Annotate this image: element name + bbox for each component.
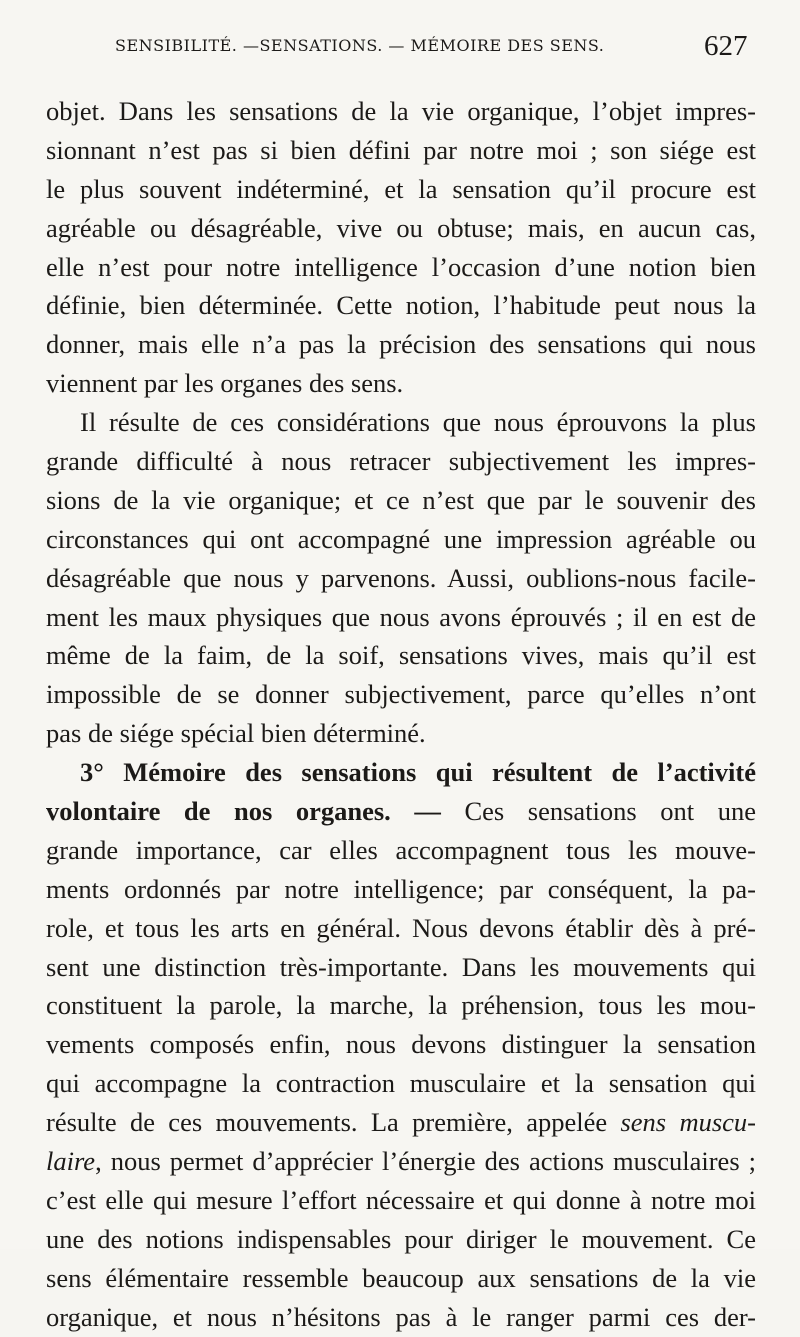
italic-term: laire xyxy=(46,1146,96,1177)
text-line: sions de la vie organique; et ce n’est que par le souvenir des xyxy=(46,484,756,515)
text-line: ment les maux physiques que nous avons éprouvés ; il en est de xyxy=(46,601,756,632)
text-line: constituent la parole, la marche, la préhension, tous les mou- xyxy=(46,990,756,1021)
text-line: ments ordonnés par notre intelligence; par conséquent, la pa- xyxy=(46,873,756,904)
section-heading-continuation: volontaire de nos organes. — xyxy=(46,796,441,827)
text-line: vements composés enfin, nous devons distinguer la sensation xyxy=(46,1029,756,1060)
text-line xyxy=(46,792,756,831)
italic-term: sens muscu- xyxy=(620,1107,756,1138)
page-number: 627 xyxy=(704,30,748,62)
text-line: elle n’est pour notre intelligence l’occasion d’une notion bien xyxy=(46,251,756,282)
text-line: désagréable que nous y parvenons. Aussi, oublions-nous facile- xyxy=(46,562,756,593)
text-line: même de la faim, de la soif, sensations vives, mais qu’il est xyxy=(46,640,756,671)
text-line: le plus souvent indéterminé, et la sensation qu’il procure est xyxy=(46,173,756,204)
text-line: impossible de se donner subjectivement, parce qu’elles n’ont xyxy=(46,679,756,710)
text-line: circonstances qui ont accompagné une impression agréable ou xyxy=(46,523,756,554)
text-line xyxy=(46,1103,756,1142)
text-line: une des notions indispensables pour diriger le mouvement. Ce xyxy=(46,1223,756,1254)
text-line: donner, mais elle n’a pas la précision des sensations qui nous xyxy=(46,329,756,360)
text-line: viennent par les organes des sens. xyxy=(46,368,404,399)
text-line: organique, et nous n’hésitons pas à le ranger parmi ces der- xyxy=(46,1301,756,1332)
text-line: c’est elle qui mesure l’effort nécessaire et qui donne à notre moi xyxy=(46,1184,756,1215)
text-line: définie, bien déterminée. Cette notion, l’habitude peut nous la xyxy=(46,290,756,321)
running-header: SENSIBILITÉ. —SENSATIONS. — MÉMOIRE DES SENS. xyxy=(115,36,605,55)
paragraph-2 xyxy=(46,403,756,753)
text-line xyxy=(46,1142,756,1181)
text-line: role, et tous les arts en général. Nous devons établir dès à pré- xyxy=(46,912,756,943)
text-span: Ces sensations ont une xyxy=(440,796,756,827)
text-line: Il résulte de ces considérations que nous éprouvons la plus xyxy=(80,407,756,438)
text-line: sionnant n’est pas si bien défini par notre moi ; son siége est xyxy=(46,134,756,165)
text-line: sent une distinction très-importante. Dans les mouvements qui xyxy=(46,951,756,982)
text-line: grande importance, car elles accompagnent tous les mouve- xyxy=(46,834,756,865)
text-line: qui accompagne la contraction musculaire et la sensation qui xyxy=(46,1068,756,1099)
text-span: résulte de ces mouvements. La première, appelée xyxy=(46,1107,621,1138)
text-line: pas de siége spécial bien déterminé. xyxy=(46,718,426,749)
text-line: sens élémentaire ressemble beaucoup aux sensations de la vie xyxy=(46,1262,756,1293)
text-line: objet. Dans les sensations de la vie organique, l’objet impres- xyxy=(46,96,756,126)
text-line: grande difficulté à nous retracer subjectivement les impres- xyxy=(46,446,756,477)
section-heading: 3° Mémoire des sensations qui résultent de l’activité xyxy=(80,757,756,788)
text-span: , nous permet d’apprécier l’énergie des actions musculaires ; xyxy=(95,1146,756,1177)
text-line: agréable ou désagréable, vive ou obtuse; mais, en aucun cas, xyxy=(46,212,756,243)
paragraph-3 xyxy=(46,753,756,1336)
body-text xyxy=(46,92,756,1337)
paragraph-1 xyxy=(46,92,756,403)
